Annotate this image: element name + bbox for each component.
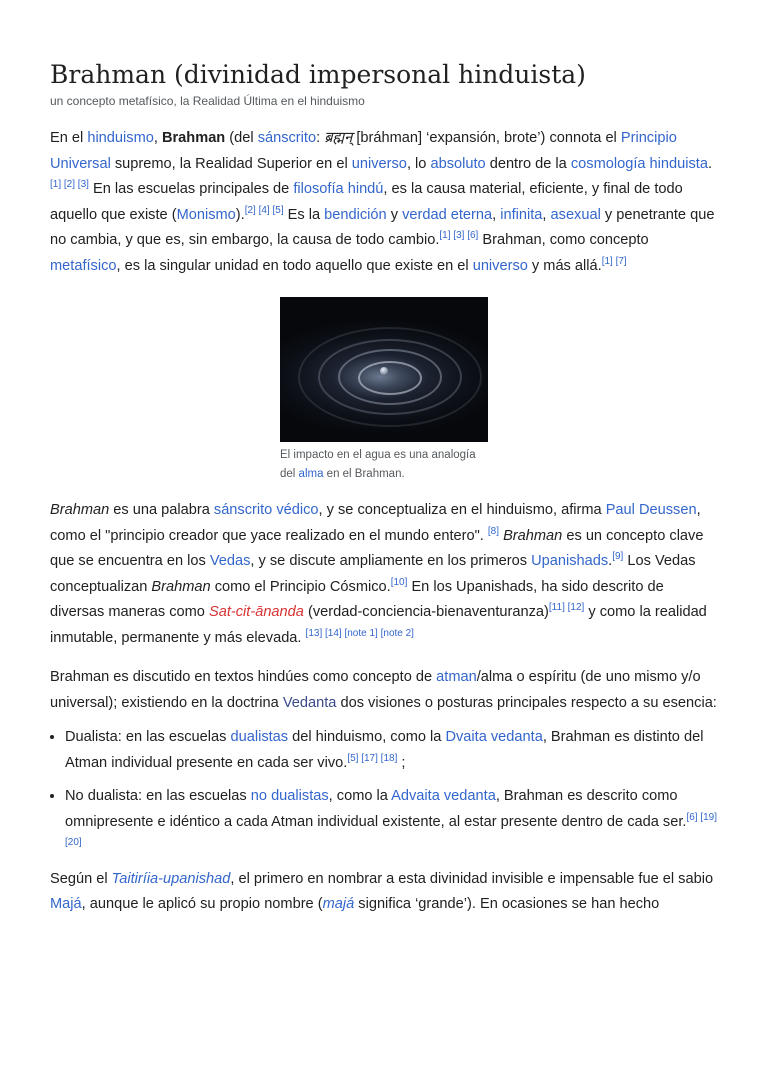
reference-marks[interactable]: [1] [7] <box>601 255 627 267</box>
reference-marks[interactable]: [5] [17] [18] <box>347 752 398 764</box>
reference-marks[interactable]: [13] [14] [note 1] [note 2] <box>305 627 414 639</box>
text: , lo <box>406 155 431 172</box>
paragraph-atman <box>50 665 718 716</box>
text: y más allá. <box>527 257 602 274</box>
link-paul-deussen[interactable]: Paul Deussen <box>605 502 697 518</box>
text: (del <box>225 130 258 146</box>
text: En las escuelas principales de <box>88 181 294 197</box>
text: No dualista: en las escuelas <box>65 788 251 804</box>
text: Dualista: en las escuelas <box>65 729 231 745</box>
text: , aunque le aplicó su propio nombre ( <box>81 896 323 912</box>
page-title: Brahman (divinidad impersonal hinduista) <box>50 60 586 89</box>
link-vedanta[interactable]: Vedanta <box>282 694 337 711</box>
italic-brahman: Brahman <box>503 527 563 544</box>
reference-marks[interactable]: [1] [2] [3] <box>50 179 89 191</box>
link-vedas[interactable]: Vedas <box>209 553 251 569</box>
text: [bráhman] ‘expansión, brote’) connota el <box>352 130 621 146</box>
link-universo[interactable]: universo <box>351 155 407 172</box>
italic-brahman: Brahman <box>50 502 110 518</box>
link-principio-universal[interactable]: Principio Universal <box>50 130 677 172</box>
text: , y se conceptualiza en el hinduismo, afirma <box>318 502 606 518</box>
text: y penetrante que no cambia, y que es, sin embargo, la causa de todo cambio. <box>50 206 715 248</box>
link-metafisico[interactable]: metafísico <box>50 257 117 274</box>
text: y <box>386 206 403 223</box>
text: significa ‘grande’). En ocasiones se han hecho <box>354 896 660 912</box>
link-sanscrito[interactable]: sánscrito <box>257 130 317 146</box>
list-item-dualista <box>65 725 718 776</box>
text: , es la singular unidad en todo aquello que existe en el <box>116 257 473 274</box>
text: es un concepto clave que se encuentra en los <box>50 527 704 569</box>
link-dualistas[interactable]: dualistas <box>230 729 289 745</box>
link-dvaita-vedanta[interactable]: Dvaita vedanta <box>445 729 543 745</box>
link-maja[interactable]: Majá <box>50 896 82 912</box>
paragraph-vedic <box>50 498 718 651</box>
text: El impacto en el agua es una analogía del <box>280 449 476 480</box>
link-sanscrito-vedico[interactable]: sánscrito védico <box>213 502 319 518</box>
text: Brahman es discutido en textos hindúes como concepto de <box>50 669 437 685</box>
text: , es la causa material, eficiente, y final de todo aquello que existe ( <box>50 181 683 223</box>
link-taitiriia-upanishad[interactable]: Taitiríia-upanishad <box>111 870 231 887</box>
link-upanishads[interactable]: Upanishads <box>531 553 609 569</box>
text: , <box>542 206 551 223</box>
link-verdad-eterna[interactable]: verdad eterna <box>402 206 493 223</box>
text: , como el "principio creador que yace realizado en el mundo entero". <box>50 502 701 544</box>
link-filosofia-hindu[interactable]: filosofía hindú <box>293 181 384 197</box>
text: del hinduismo, como la <box>288 729 446 745</box>
text: Los Vedas conceptualizan <box>50 553 696 595</box>
text: Brahman, como concepto <box>478 232 649 248</box>
text: , Brahman es distinto del Atman individual presente en cada ser vivo. <box>65 729 704 771</box>
text: /alma o espíritu (de uno mismo y/o universal); existiendo en la doctrina <box>50 669 701 711</box>
redlink-sat-cit-ananda[interactable]: Sat-cit-ānanda <box>208 604 304 620</box>
link-monismo[interactable]: Monismo <box>176 206 236 223</box>
text: . <box>608 553 613 569</box>
reference-marks[interactable]: [6] [19] [20] <box>65 811 718 849</box>
reference-marks[interactable]: [10] <box>390 576 408 588</box>
devanagari-word: ब्रह्मन् <box>324 129 353 146</box>
water-drop-image[interactable] <box>280 297 488 442</box>
text: , <box>492 206 501 223</box>
text: en el Brahman. <box>323 468 405 480</box>
link-universo[interactable]: universo <box>472 257 528 274</box>
text: y como la realidad inmutable, permanente y más elevada. <box>50 604 707 646</box>
link-maja-term[interactable]: majá <box>322 896 355 912</box>
link-bendicion[interactable]: bendición <box>324 206 387 223</box>
text: dos visiones o posturas principales respecto a su esencia: <box>336 694 717 711</box>
figure-water-impact <box>280 297 488 484</box>
reference-marks[interactable]: [11] [12] <box>548 602 585 614</box>
text: Es la <box>283 206 325 223</box>
link-cosmologia-hinduista[interactable]: cosmología hinduista <box>570 155 708 172</box>
list-item-no-dualista <box>65 784 718 861</box>
link-no-dualistas[interactable]: no dualistas <box>250 788 329 804</box>
text: . <box>707 155 713 172</box>
text: En los Upanishads, ha sido descrito de diversas maneras como <box>50 578 664 620</box>
views-list <box>50 725 718 861</box>
paragraph-taitiriia <box>50 867 718 918</box>
text: , y se discute ampliamente en los primeros <box>250 553 532 569</box>
text: dentro de la <box>485 155 571 172</box>
reference-marks[interactable]: [9] <box>612 551 624 563</box>
text: , el primero en nombrar a esta divinidad invisible e impensable fue el sabio <box>230 870 714 887</box>
text: : <box>316 130 325 146</box>
italic-brahman: Brahman <box>151 578 211 595</box>
bold-brahman: Brahman <box>161 130 226 146</box>
link-infinita[interactable]: infinita <box>500 206 543 223</box>
paragraph-intro <box>50 125 718 279</box>
link-atman[interactable]: atman <box>436 669 477 685</box>
text: ; <box>397 754 406 771</box>
text: En el <box>50 130 88 146</box>
text: supremo, la Realidad Superior en el <box>110 155 352 172</box>
text: , Brahman es descrito como omnipresente e idéntico a cada Atman individual existente, al estar presente dentro de cada ser. <box>65 788 687 830</box>
text: (verdad-conciencia-bienaventuranza) <box>303 604 549 620</box>
text: es una palabra <box>109 502 214 518</box>
link-absoluto[interactable]: absoluto <box>430 155 486 172</box>
link-advaita-vedanta[interactable]: Advaita vedanta <box>391 788 496 804</box>
text: ). <box>235 206 245 223</box>
page-subtitle: un concepto metafísico, la Realidad Última en el hinduismo <box>50 94 365 108</box>
figure-caption <box>280 446 488 484</box>
link-hinduismo[interactable]: hinduismo <box>87 130 154 146</box>
reference-marks[interactable]: [8] <box>487 525 500 537</box>
reference-marks[interactable]: [2] [4] [5] <box>244 204 284 216</box>
link-asexual[interactable]: asexual <box>550 206 601 223</box>
reference-marks[interactable]: [1] [3] [6] <box>439 230 479 242</box>
text: , <box>153 130 162 146</box>
article <box>0 60 768 918</box>
link-alma[interactable]: alma <box>298 468 324 480</box>
text: como el Principio Cósmico. <box>210 578 391 595</box>
text: Según el <box>50 870 112 887</box>
text: , como la <box>328 788 392 804</box>
